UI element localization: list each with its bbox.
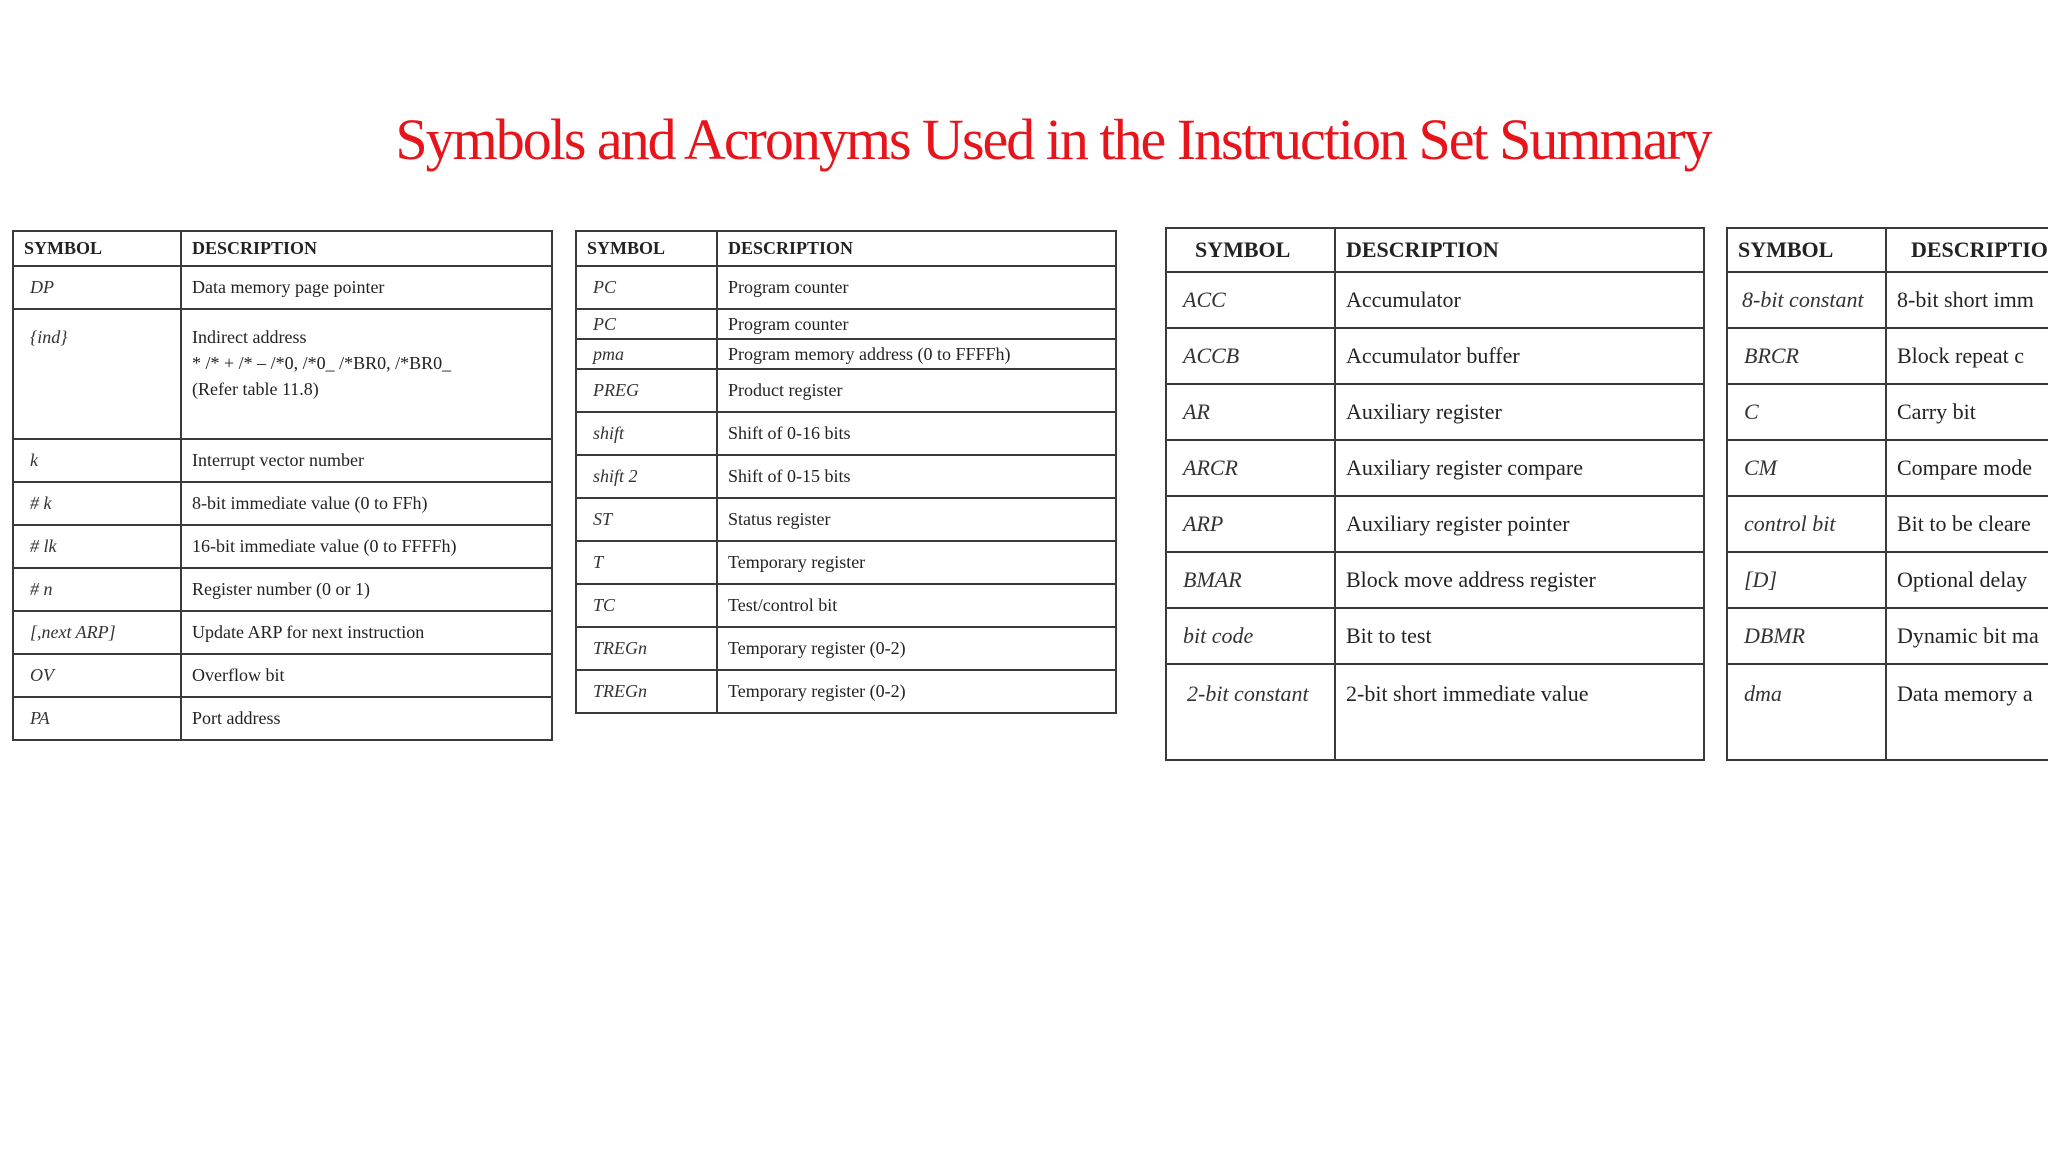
description-cell: Accumulator buffer (1335, 328, 1704, 384)
description-line: Indirect address (192, 327, 307, 347)
symbol-cell: ACC (1166, 272, 1335, 328)
symbols-table-4 (1726, 227, 2048, 761)
symbol-cell: PC (576, 309, 717, 339)
table-row (1727, 496, 2048, 552)
table-row (1166, 328, 1704, 384)
table-row (576, 541, 1116, 584)
symbols-table-2 (575, 230, 1117, 714)
description-cell: Shift of 0-15 bits (717, 455, 1116, 498)
symbol-cell: TC (576, 584, 717, 627)
description-cell: Status register (717, 498, 1116, 541)
symbol-cell: ST (576, 498, 717, 541)
table-header-row (13, 231, 552, 266)
symbol-header: SYMBOL (576, 231, 717, 266)
table-row (1166, 272, 1704, 328)
table-row (1727, 440, 2048, 496)
symbol-cell: dma (1727, 664, 1886, 760)
description-cell: Carry bit (1886, 384, 2048, 440)
table-row (1727, 328, 2048, 384)
description-cell: Interrupt vector number (181, 439, 552, 482)
description-cell: Bit to test (1335, 608, 1704, 664)
description-cell: Overflow bit (181, 654, 552, 697)
table-header-row (576, 231, 1116, 266)
table-row (576, 369, 1116, 412)
description-cell: Port address (181, 697, 552, 740)
symbol-cell: PA (13, 697, 181, 740)
table-row (13, 611, 552, 654)
symbol-cell: [D] (1727, 552, 1886, 608)
description-cell: Compare mode (1886, 440, 2048, 496)
description-cell: Temporary register (717, 541, 1116, 584)
symbol-cell: # n (13, 568, 181, 611)
description-cell: Temporary register (0-2) (717, 670, 1116, 713)
symbol-cell: control bit (1727, 496, 1886, 552)
table-row (576, 627, 1116, 670)
symbol-cell: pma (576, 339, 717, 369)
table-row (576, 670, 1116, 713)
table-row (576, 498, 1116, 541)
table-row (1166, 496, 1704, 552)
description-header: DESCRIPTION (181, 231, 552, 266)
description-header: DESCRIPTION (717, 231, 1116, 266)
table-row (13, 482, 552, 525)
description-cell: Bit to be cleare (1886, 496, 2048, 552)
description-cell: Program counter (717, 266, 1116, 309)
description-cell: 16-bit immediate value (0 to FFFFh) (181, 525, 552, 568)
table-row (13, 309, 552, 439)
description-cell: 8-bit short imm (1886, 272, 2048, 328)
description-cell: Dynamic bit ma (1886, 608, 2048, 664)
symbol-header: SYMBOL (1166, 228, 1335, 272)
description-cell: 8-bit immediate value (0 to FFh) (181, 482, 552, 525)
table-row (576, 309, 1116, 339)
symbol-cell: T (576, 541, 717, 584)
table-row (13, 697, 552, 740)
description-cell: Shift of 0-16 bits (717, 412, 1116, 455)
symbol-cell: {ind} (13, 309, 181, 439)
table-row (576, 339, 1116, 369)
table-header-row (1727, 228, 2048, 272)
description-cell: Accumulator (1335, 272, 1704, 328)
table-row (576, 412, 1116, 455)
symbol-cell: ARCR (1166, 440, 1335, 496)
description-cell: Auxiliary register pointer (1335, 496, 1704, 552)
table-row (13, 525, 552, 568)
symbol-cell: TREGn (576, 627, 717, 670)
symbol-cell: TREGn (576, 670, 717, 713)
description-cell (181, 309, 552, 439)
table-row (1166, 552, 1704, 608)
table-row (13, 568, 552, 611)
description-cell: Block move address register (1335, 552, 1704, 608)
symbol-cell: PC (576, 266, 717, 309)
description-cell: Optional delay (1886, 552, 2048, 608)
symbol-cell: k (13, 439, 181, 482)
symbol-cell: 8-bit constant (1727, 272, 1886, 328)
symbol-cell: 2-bit constant (1166, 664, 1335, 760)
table-row (1166, 440, 1704, 496)
description-cell: Block repeat c (1886, 328, 2048, 384)
table-row (1727, 664, 2048, 760)
description-cell: Program memory address (0 to FFFFh) (717, 339, 1116, 369)
description-line: (Refer table 11.8) (192, 379, 319, 399)
symbol-cell: DBMR (1727, 608, 1886, 664)
symbols-table-1 (12, 230, 553, 741)
description-cell: Auxiliary register (1335, 384, 1704, 440)
description-cell: Data memory page pointer (181, 266, 552, 309)
symbol-cell: ACCB (1166, 328, 1335, 384)
description-cell: Temporary register (0-2) (717, 627, 1116, 670)
table-row (13, 439, 552, 482)
symbol-cell: ARP (1166, 496, 1335, 552)
description-cell: Register number (0 or 1) (181, 568, 552, 611)
symbol-cell: DP (13, 266, 181, 309)
description-cell: Auxiliary register compare (1335, 440, 1704, 496)
table-header-row (1166, 228, 1704, 272)
symbol-cell: BRCR (1727, 328, 1886, 384)
symbol-cell: shift (576, 412, 717, 455)
symbol-cell: # k (13, 482, 181, 525)
description-cell: 2-bit short immediate value (1335, 664, 1704, 760)
table-row (13, 654, 552, 697)
description-cell: Test/control bit (717, 584, 1116, 627)
symbol-header: SYMBOL (13, 231, 181, 266)
table-row (1166, 384, 1704, 440)
symbol-cell: bit code (1166, 608, 1335, 664)
symbol-cell: shift 2 (576, 455, 717, 498)
description-cell: Program counter (717, 309, 1116, 339)
symbol-cell: # lk (13, 525, 181, 568)
table-row (1727, 552, 2048, 608)
table-row (13, 266, 552, 309)
table-row (576, 584, 1116, 627)
description-header: DESCRIPTION (1335, 228, 1704, 272)
symbols-table-3 (1165, 227, 1705, 761)
symbol-header: SYMBOL (1727, 228, 1886, 272)
symbol-cell: PREG (576, 369, 717, 412)
description-header: DESCRIPTIO (1886, 228, 2048, 272)
description-cell: Data memory a (1886, 664, 2048, 760)
table-row (1166, 608, 1704, 664)
symbol-cell: BMAR (1166, 552, 1335, 608)
slide-title: Symbols and Acronyms Used in the Instruction Set Summary (395, 107, 1711, 172)
table-row (1727, 384, 2048, 440)
symbol-cell: AR (1166, 384, 1335, 440)
description-cell: Product register (717, 369, 1116, 412)
table-row (1166, 664, 1704, 760)
symbol-cell: C (1727, 384, 1886, 440)
table-row (1727, 608, 2048, 664)
table-row (1727, 272, 2048, 328)
table-row (576, 266, 1116, 309)
description-cell: Update ARP for next instruction (181, 611, 552, 654)
description-line: * /* + /* – /*0, /*0_ /*BR0, /*BR0_ (192, 353, 452, 373)
symbol-cell: OV (13, 654, 181, 697)
symbol-cell: [,next ARP] (13, 611, 181, 654)
table-row (576, 455, 1116, 498)
symbol-cell: CM (1727, 440, 1886, 496)
